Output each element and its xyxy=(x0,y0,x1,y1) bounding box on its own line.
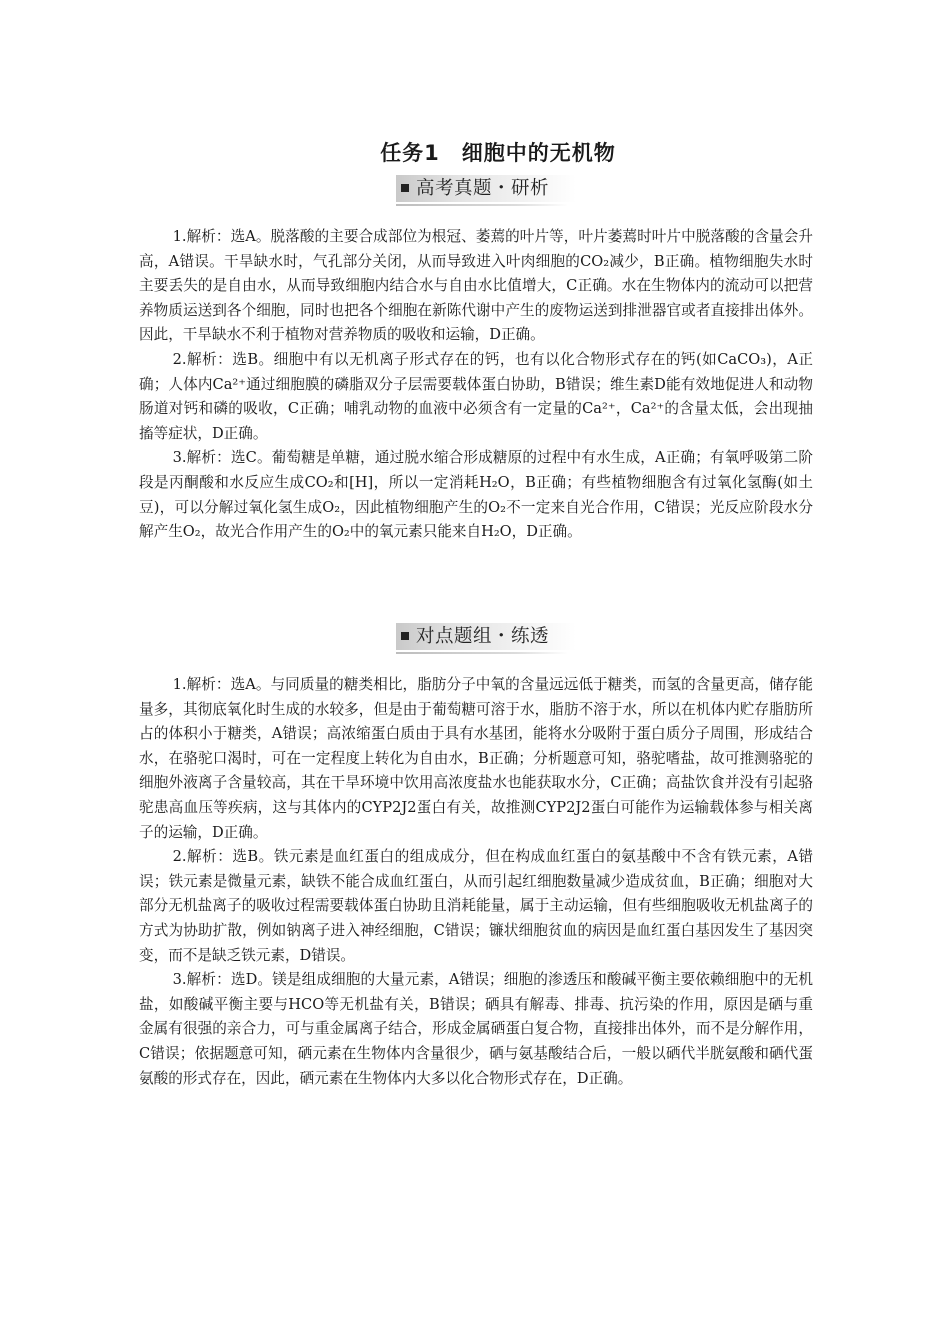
section-gaokao-analysis xyxy=(139,225,813,545)
answer-paragraph-1: 1.解析：选A。脱落酸的主要合成部位为根冠、萎蔫的叶片等，叶片萎蔫时叶片中脱落酸的含量会升高，A错误。干旱缺水时，气孔部分关闭，从而导致进入叶肉细胞的CO₂减少，B正确。植物细胞失水时主要丢失的是自由水，从而导致细胞内结合水与自由水比值增大，C正确。水在生物体内的流动可以把营养物质运送到各个细胞，同时也把各个细胞在新陈代谢中产生的废物运送到排泄器官或者直接排出体外。因此，干旱缺水不利于植物对营养物质的吸收和运输，D正确。 xyxy=(139,228,813,344)
page-title: 任务1 细胞中的无机物 xyxy=(380,141,616,165)
square-bullet-icon xyxy=(401,184,409,192)
section-banner-practice xyxy=(396,623,576,657)
section-heading: 对点题组・练透 xyxy=(416,626,550,647)
banner-underline xyxy=(396,204,568,206)
answer-paragraph-3: 3.解析：选C。葡萄糖是单糖，通过脱水缩合形成糖原的过程中有水生成，A正确；有氧呼吸第二阶段是丙酮酸和水反应生成CO₂和[H]，所以一定消耗H₂O，B正确；有些植物细胞含有过氧化氢酶(如土豆)，可以分解过氧化氢生成O₂，因此植物细胞产生的O₂不一定来自光合作用，C错误；光反应阶段水分解产生O₂，故光合作用产生的O₂中的氧元素只能来自H₂O，D正确。 xyxy=(139,449,813,541)
answer-paragraph-3: 3.解析：选D。镁是组成细胞的大量元素，A错误；细胞的渗透压和酸碱平衡主要依赖细胞中的无机盐，如酸碱平衡主要与HCO等无机盐有关，B错误；硒具有解毒、排毒、抗污染的作用，原因是硒与重金属有很强的亲合力，可与重金属离子结合，形成金属硒蛋白复合物，直接排出体外，而不是分解作用，C错误；依据题意可知，硒元素在生物体内含量很少，硒与氨基酸结合后，一般以硒代半胱氨酸和硒代蛋氨酸的形式存在，因此，硒元素在生物体内大多以化合物形式存在，D正确。 xyxy=(139,971,813,1087)
answer-paragraph-2: 2.解析：选B。铁元素是血红蛋白的组成成分，但在构成血红蛋白的氨基酸中不含有铁元素，A错误；铁元素是微量元素，缺铁不能合成血红蛋白，从而引起红细胞数量减少造成贫血，B正确；细胞对大部分无机盐离子的吸收过程需要载体蛋白协助且消耗能量，属于主动运输，但有些细胞吸收无机盐离子的方式为协助扩散，例如钠离子进入神经细胞，C错误；镰状细胞贫血的病因是血红蛋白基因发生了基因突变，而不是缺乏铁元素，D错误。 xyxy=(139,848,813,964)
section-banner-gaokao xyxy=(396,175,576,209)
square-bullet-icon xyxy=(401,632,409,640)
answer-paragraph-2: 2.解析：选B。细胞中有以无机离子形式存在的钙，也有以化合物形式存在的钙(如CaCO₃)，A正确；人体内Ca²⁺通过细胞膜的磷脂双分子层需要载体蛋白协助，B错误；维生素D能有效地促进人和动物肠道对钙和磷的吸收，C正确；哺乳动物的血液中必须含有一定量的Ca²⁺，Ca²⁺的含量太低，会出现抽搐等症状，D正确。 xyxy=(139,350,813,442)
section-heading: 高考真题・研析 xyxy=(416,178,550,199)
section-practice xyxy=(139,673,813,1091)
banner-underline xyxy=(396,652,568,654)
answer-paragraph-1: 1.解析：选A。与同质量的糖类相比，脂肪分子中氧的含量远远低于糖类，而氢的含量更高，储存能量多，其彻底氧化时生成的水较多，但是由于葡萄糖可溶于水，脂肪不溶于水，所以在机体内贮存脂肪所占的体积小于糖类，A错误；高浓缩蛋白质由于具有水基团，能将水分吸附于蛋白质分子周围，形成结合水，在骆驼口渴时，可在一定程度上转化为自由水，B正确；分析题意可知，骆驼嗜盐，故可推测骆驼的细胞外液离子含量较高，其在干旱环境中饮用高浓度盐水也能获取水分，C正确；高盐饮食并没有引起骆驼患高血压等疾病，这与其体内的CYP2J2蛋白有关，故推测CYP2J2蛋白可能作为运输载体参与相关离子的运输，D正确。 xyxy=(139,676,813,841)
